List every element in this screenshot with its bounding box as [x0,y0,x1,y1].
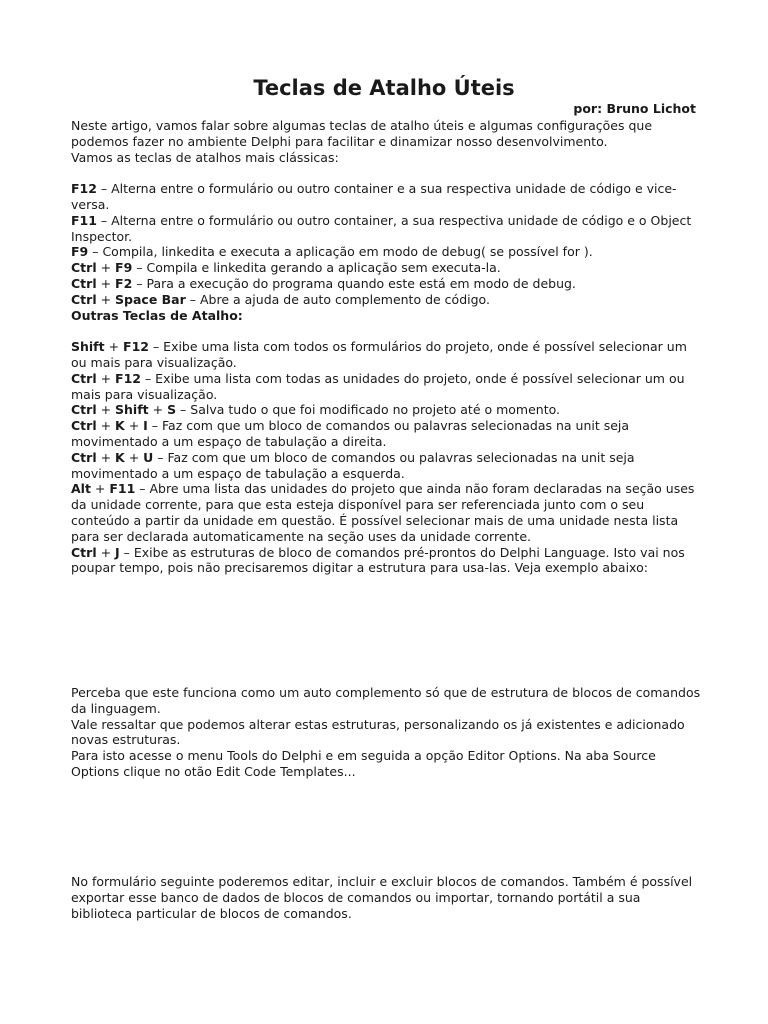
shortcut-description: – Para a execução do programa quando este está em modo de debug. [132,275,576,291]
shortcut-description: – Abre a ajuda de auto complemento de código. [185,291,490,307]
body-paragraph: No formulário seguinte poderemos editar, incluir e excluir blocos de comandos. Também é possível exportar esse banco de dados de blocos de comandos ou importar, tornando portátil a sua biblioteca particular de blocos de comandos. [71,874,693,921]
shortcut-description: – Exibe uma lista com todas as unidades do projeto, onde é possível selecionar um ou mais para visualização. [71,370,685,402]
shortcut-key: Shift [71,339,105,355]
shortcut-description: – Exibe uma lista com todos os formulários do projeto, onde é possível selecionar um ou mais para visualização. [71,339,687,370]
shortcut-item: Shift + F12 – Exibe uma lista com todos os formulários do projeto, onde é possível selecionar um ou mais para visualização. [71,339,687,370]
shortcut-key: S [167,402,177,418]
main-text-block [71,118,701,576]
shortcut-key: Ctrl [71,544,97,560]
shortcut-key: K [115,418,125,434]
shortcut-key: F9 [115,260,133,276]
shortcut-key: F9 [71,244,89,260]
intro-paragraph: Vamos as teclas de atalhos mais clássicas: [71,149,339,165]
shortcut-key: Alt [71,481,91,497]
shortcut-key: U [143,449,154,465]
shortcut-item: Ctrl + F12 – Exibe uma lista com todas as unidades do projeto, onde é possível selecionar um ou mais para visualização. [71,370,685,402]
shortcut-key: F12 [115,370,141,386]
author-line: por: Bruno Lichot [573,101,696,116]
shortcut-key: I [143,418,148,434]
final-text-block [71,874,701,921]
shortcut-key: Ctrl [71,260,97,276]
shortcut-description: – Alterna entre o formulário ou outro container, a sua respectiva unidade de código e o Object Inspector. [71,212,692,244]
shortcut-key: K [115,449,125,465]
shortcut-key: F12 [71,181,97,197]
body-paragraph: Perceba que este funciona como um auto complemento só que de estrutura de blocos de comandos da linguagem. [71,685,701,716]
middle-text-block [71,685,701,780]
body-paragraph: Vale ressaltar que podemos alterar estas estruturas, personalizando os já existentes e adicionado novas estruturas. [71,716,685,748]
shortcut-key: F12 [123,339,149,355]
shortcut-description: – Faz com que um bloco de comandos ou palavras selecionadas na unit seja movimentado a um espaço de tabulação a direita. [71,418,630,449]
shortcut-key: J [115,544,120,560]
shortcut-description: – Abre uma lista das unidades do projeto que ainda não foram declaradas na seção uses da unidade corrente, para que esta esteja disponível para ser referenciada junto com o seu conteúdo a partir da unidade em questão. É possível selecionar mais de uma unidade nesta lista para ser declarada automaticamente na seção uses da unidade corrente. [71,481,695,544]
shortcut-item [71,244,701,260]
shortcut-key: F11 [71,212,97,228]
intro-paragraph: Neste artigo, vamos falar sobre algumas teclas de atalho úteis e algumas configurações que podemos fazer no ambiente Delphi para facilitar e dinamizar nosso desenvolvimento. [71,118,653,149]
shortcut-description: – Compila e linkedita gerando a aplicação sem executa-la. [132,260,501,276]
shortcut-key: Space Bar [115,291,186,307]
shortcut-item: Alt + F11 – Abre uma lista das unidades do projeto que ainda não foram declaradas na seção uses da unidade corrente, para que esta esteja disponível para ser referenciada junto com o seu conteúdo a partir da unidade em questão. É possível selecionar mais de uma unidade nesta lista para ser declarada automaticamente na seção uses da unidade corrente. [71,481,695,544]
shortcut-item [71,213,701,245]
shortcut-description: – Exibe as estruturas de bloco de comandos pré-prontos do Delphi Language. Isto vai nos poupar tempo, pois não precisaremos digitar a estrutura para usa-las. Veja exemplo abaixo: [71,544,685,576]
shortcut-key: Ctrl [71,449,97,465]
shortcut-description: – Salva tudo o que foi modificado no projeto até o momento. [176,402,561,418]
document-title: Teclas de Atalho Úteis [253,76,515,100]
section-heading: Outras Teclas de Atalho: [71,307,243,323]
shortcut-item: Ctrl + F9 – Compila e linkedita gerando a aplicação sem executa-la. [71,260,501,276]
shortcut-item: Ctrl + K + U – Faz com que um bloco de comandos ou palavras selecionadas na unit seja movimentado a um espaço de tabulação a esquerda. [71,449,635,481]
shortcut-key: Ctrl [71,370,97,386]
shortcut-item: Ctrl + J – Exibe as estruturas de bloco de comandos pré-prontos do Delphi Language. Isto vai nos poupar tempo, pois não precisaremos digitar a estrutura para usa-las. Veja exemplo abaixo: [71,544,685,576]
body-paragraph: Para isto acesse o menu Tools do Delphi e em seguida a opção Editor Options. Na aba Source Options clique no otão Edit Code Templates... [71,748,656,779]
shortcut-key: Ctrl [71,291,97,307]
shortcut-item: Ctrl + F2 – Para a execução do programa quando este está em modo de debug. [71,275,576,291]
shortcut-item: Ctrl + Shift + S – Salva tudo o que foi modificado no projeto até o momento. [71,402,561,418]
shortcut-item [71,181,701,213]
shortcut-key: Shift [115,402,149,418]
shortcut-key: Ctrl [71,275,97,291]
shortcut-item: Ctrl + Space Bar – Abre a ajuda de auto complemento de código. [71,291,490,307]
shortcut-key: F2 [115,275,133,291]
shortcut-description: – Alterna entre o formulário ou outro container e a sua respectiva unidade de código e vice-versa. [71,181,677,212]
shortcut-key: Ctrl [71,418,97,434]
shortcut-key: Ctrl [71,402,97,418]
shortcut-key: F11 [109,481,136,497]
shortcut-description: – Compila, linkedita e executa a aplicação em modo de debug( se possível for ). [88,244,593,260]
shortcut-item: Ctrl + K + I – Faz com que um bloco de comandos ou palavras selecionadas na unit seja movimentado a um espaço de tabulação a direita. [71,418,630,449]
shortcut-description: – Faz com que um bloco de comandos ou palavras selecionadas na unit seja movimentado a um espaço de tabulação a esquerda. [71,449,635,481]
